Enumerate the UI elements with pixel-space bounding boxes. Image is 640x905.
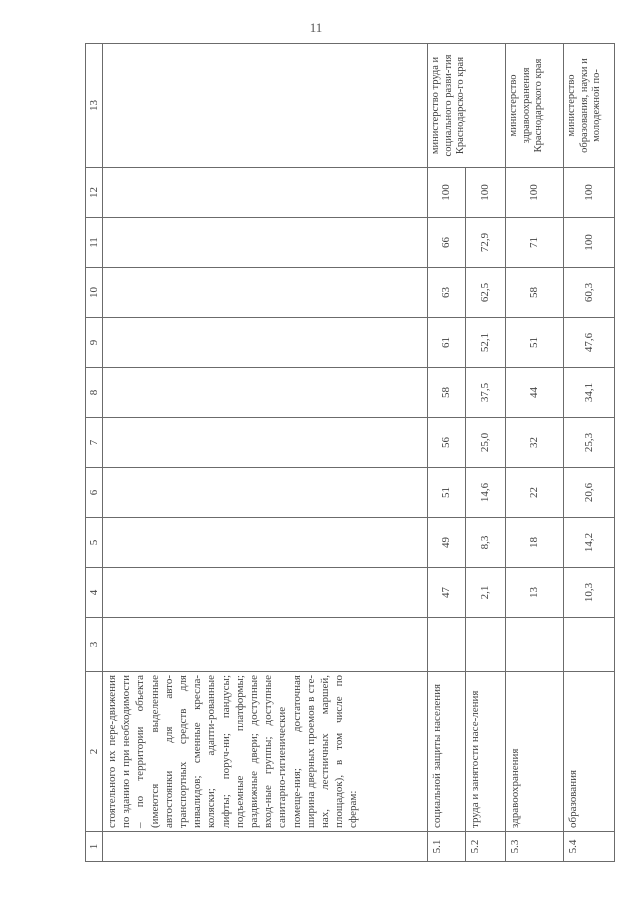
value-cell: 32 [506, 418, 564, 468]
value-cell [564, 618, 615, 672]
rotated-table-frame [85, 44, 601, 862]
value-cell: 10,3 [564, 568, 615, 618]
value-cell: 8,3 [466, 518, 506, 568]
table-row [506, 44, 564, 862]
value-cell: 14,6 [466, 468, 506, 518]
cell-empty [103, 518, 428, 568]
cell-empty [103, 218, 428, 268]
table-row-continuation [103, 44, 428, 862]
value-cell: 100 [564, 218, 615, 268]
value-cell: 58 [428, 368, 466, 418]
value-cell: 51 [506, 318, 564, 368]
value-cell: 60,3 [564, 268, 615, 318]
column-header: 11 [86, 218, 103, 268]
value-cell: 44 [506, 368, 564, 418]
column-header: 9 [86, 318, 103, 368]
responsible-ministry: министерство образования, науки и молодежной по- [564, 44, 615, 168]
row-number: 5.4 [564, 832, 615, 862]
value-cell: 56 [428, 418, 466, 468]
column-header: 8 [86, 368, 103, 418]
value-cell: 2,1 [466, 568, 506, 618]
value-cell: 71 [506, 218, 564, 268]
value-cell: 66 [428, 218, 466, 268]
cell-empty [103, 168, 428, 218]
row-name: образования [564, 672, 615, 832]
value-cell: 25,3 [564, 418, 615, 468]
value-cell: 61 [428, 318, 466, 368]
column-header: 12 [86, 168, 103, 218]
cell-empty [103, 44, 428, 168]
column-header: 1 [86, 832, 103, 862]
value-cell: 63 [428, 268, 466, 318]
value-cell: 62,5 [466, 268, 506, 318]
cell-empty [103, 568, 428, 618]
cell-empty [103, 268, 428, 318]
value-cell: 20,6 [564, 468, 615, 518]
value-cell: 100 [564, 168, 615, 218]
indicators-table [85, 43, 615, 862]
table-row [428, 44, 466, 862]
column-header: 6 [86, 468, 103, 518]
cell-empty [103, 468, 428, 518]
value-cell [428, 618, 466, 672]
value-cell: 100 [466, 168, 506, 218]
value-cell: 18 [506, 518, 564, 568]
responsible-ministry: министерство здравоохранения Краснодарского края [506, 44, 564, 168]
row-number: 5.3 [506, 832, 564, 862]
page-number: 11 [309, 20, 323, 35]
value-cell: 22 [506, 468, 564, 518]
column-header: 5 [86, 518, 103, 568]
value-cell: 58 [506, 268, 564, 318]
row-name: здравоохранения [506, 672, 564, 832]
cell-empty [103, 618, 428, 672]
value-cell [506, 618, 564, 672]
cell-empty [103, 318, 428, 368]
value-cell: 51 [428, 468, 466, 518]
header-row [86, 44, 103, 862]
column-header: 4 [86, 568, 103, 618]
row-number: 5.2 [466, 832, 506, 862]
value-cell: 100 [506, 168, 564, 218]
column-header: 13 [86, 44, 103, 168]
value-cell: 25,0 [466, 418, 506, 468]
row-name: социальной защиты населения [428, 672, 466, 832]
value-cell: 47 [428, 568, 466, 618]
responsible-ministry: министерство труда и социального разви-тия Краснодарско-го края [428, 44, 506, 168]
value-cell: 37,5 [466, 368, 506, 418]
row-name: труда и занятости насе-ления [466, 672, 506, 832]
value-cell: 100 [428, 168, 466, 218]
column-header: 3 [86, 618, 103, 672]
column-header: 2 [86, 672, 103, 832]
value-cell: 14,2 [564, 518, 615, 568]
value-cell: 49 [428, 518, 466, 568]
value-cell: 72,9 [466, 218, 506, 268]
row-number: 5.1 [428, 832, 466, 862]
value-cell: 47,6 [564, 318, 615, 368]
column-header: 7 [86, 418, 103, 468]
value-cell: 13 [506, 568, 564, 618]
value-cell: 52,1 [466, 318, 506, 368]
value-cell: 34,1 [564, 368, 615, 418]
column-header: 10 [86, 268, 103, 318]
continuation-text: стоятельного их пере-движения по зданию и при необходимости – по территории объекта (имеются выделенные автостоянки для авто-транспортных средств для инвалидов; сменные кресла-коляски; адапти-рованные лифты; поруч-ни; пандусы; подъемные платформы; раздвижные двери; доступные вход-ные группы; доступные санитарно-гигиенические помеще-ния; достаточная ширина дверных проемов в сте-нах, лестничных маршей, площадок), в том числе по сферам: [103, 672, 428, 832]
table-row [564, 44, 615, 862]
cell-empty [103, 418, 428, 468]
cell-empty [103, 368, 428, 418]
cell-empty [103, 832, 428, 862]
value-cell [466, 618, 506, 672]
table-rotated [85, 44, 601, 862]
